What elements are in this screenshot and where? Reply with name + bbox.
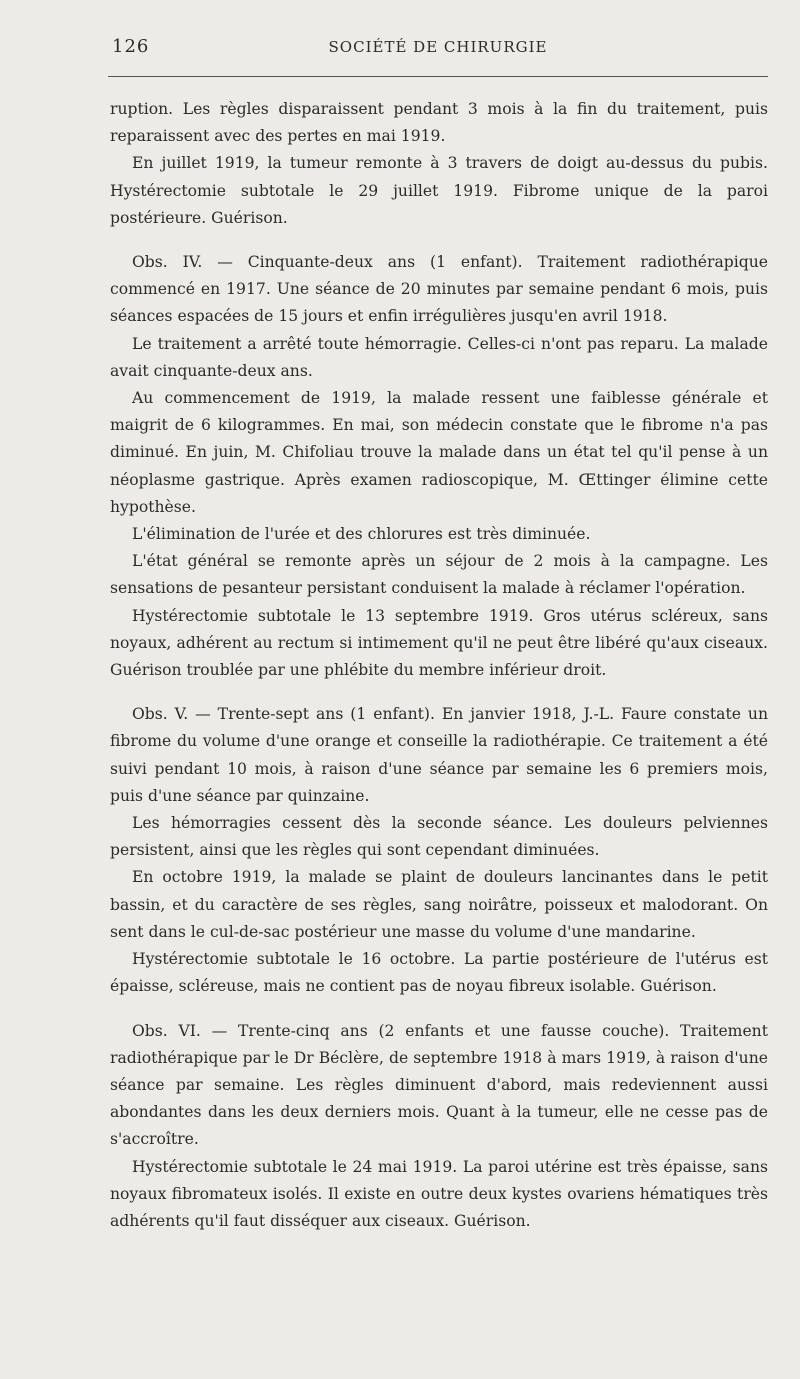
section-gap <box>110 684 768 701</box>
paragraph: En octobre 1919, la malade se plaint de douleurs lancinantes dans le petit bassin, et du caractère de ses règles, sang noirâtre, poisseux et malodorant. On sent dans le cul-de-sac postérieur une masse du volume d'une mandarine. <box>110 868 768 941</box>
section-gap <box>110 232 768 249</box>
paragraph: Au commencement de 1919, la malade ressent une faiblesse générale et maigrit de 6 kilogrammes. En mai, son médecin constate que le fibrome n'a pas diminué. En juin, M. Chifoliau trouve la malade dans un état tel qu'il pense à un néoplasme gastrique. Après examen radioscopique, M. Œttinger élimine cette hypothèse. <box>110 389 768 516</box>
paragraph-obs-v: Obs. V. — Trente-sept ans (1 enfant). En janvier 1918, J.-L. Faure constate un fibrome du volume d'une orange et conseille la radiothérapie. Ce traitement a été suivi pendant 10 mois, à raison d'une séance par semaine les 6 premiers mois, puis d'une séance par quinzaine. <box>110 705 768 805</box>
paragraph: Les hémorragies cessent dès la seconde séance. Les douleurs pelviennes persistent, ainsi que les règles qui sont cependant diminuées. <box>110 814 768 860</box>
page-number: 126 <box>112 36 150 57</box>
paragraph-obs-iv: Obs. IV. — Cinquante-deux ans (1 enfant). Traitement radiothérapique commencé en 1917. Une séance de 20 minutes par semaine pendant 6 mois, puis séances espacées de 15 jours et enfin irrégulières jusqu'en avril 1918. <box>110 253 768 326</box>
paragraph: Le traitement a arrêté toute hémorragie. Celles-ci n'ont pas reparu. La malade avait cinquante-deux ans. <box>110 334 768 380</box>
paragraph: En juillet 1919, la tumeur remonte à 3 travers de doigt au-dessus du pubis. Hystérectomie subtotale le 29 juillet 1919. Fibrome unique de la paroi postérieure. Guérison. <box>110 154 768 227</box>
paragraph: ruption. Les règles disparaissent pendant 3 mois à la fin du traitement, puis reparaissent avec des pertes en mai 1919. <box>110 100 768 146</box>
section-gap <box>110 1001 768 1018</box>
paragraph-obs-vi: Obs. VI. — Trente-cinq ans (2 enfants et une fausse couche). Traitement radiothérapique par le Dr Béclère, de septembre 1918 à mars 1919, à raison d'une séance par semaine. Les règles diminuent d'abord, mais redeviennent aussi abondantes dans les deux derniers mois. Quant à la tumeur, elle ne cesse pas de s'accroître. <box>110 1021 768 1149</box>
paragraph: Hystérectomie subtotale le 24 mai 1919. La paroi utérine est très épaisse, sans noyaux fibromateux isolés. Il existe en outre deux kystes ovariens hématiques très adhérents qu'il faut disséquer aux ciseaux. Guérison. <box>110 1157 768 1230</box>
running-title: SOCIÉTÉ DE CHIRURGIE <box>328 38 548 56</box>
paragraph: Hystérectomie subtotale le 16 octobre. La partie postérieure de l'utérus est épaisse, scléreuse, mais ne contient pas de noyau fibreux isolable. Guérison. <box>110 950 768 996</box>
body-text <box>110 96 768 1235</box>
paragraph: L'élimination de l'urée et des chlorures est très diminuée. <box>132 525 591 544</box>
paragraph: L'état général se remonte après un séjour de 2 mois à la campagne. Les sensations de pesanteur persistant conduisent la malade à réclamer l'opération. <box>110 552 768 598</box>
paragraph: Hystérectomie subtotale le 13 septembre 1919. Gros utérus scléreux, sans noyaux, adhérent au rectum si intimement qu'il ne peut être libéré qu'aux ciseaux. Guérison troublée par une phlébite du membre inférieur droit. <box>110 606 768 680</box>
page-header <box>112 36 764 58</box>
header-rule <box>108 76 768 77</box>
